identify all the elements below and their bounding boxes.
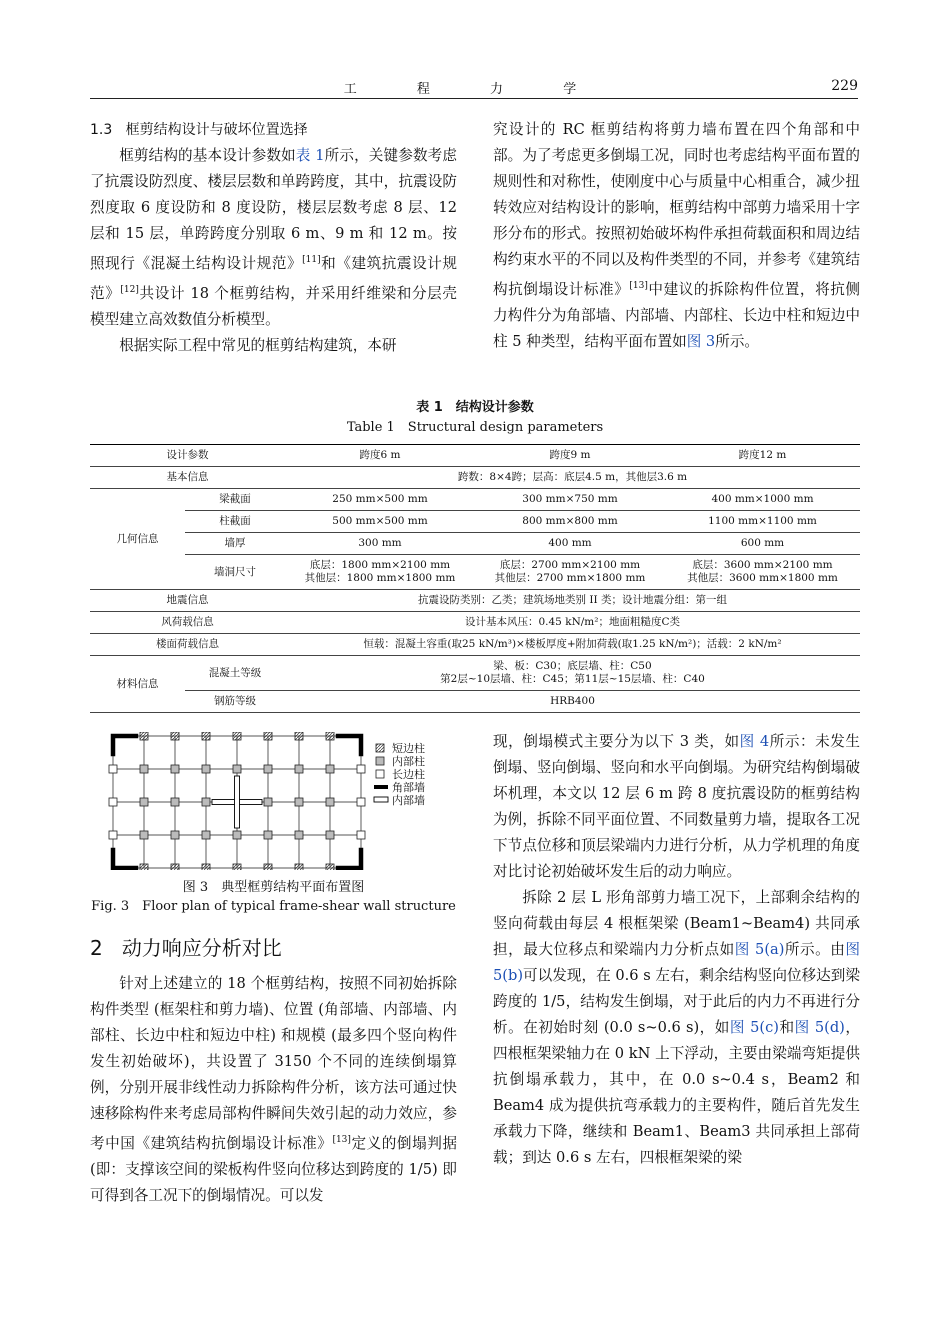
legend [374, 741, 425, 807]
legend-label: 角部墙 [392, 781, 425, 794]
citation[interactable]: [13] [629, 281, 648, 291]
paragraph: 根据实际工程中常见的框剪结构建筑，本研 [119, 336, 397, 354]
table-row: 风荷载信息 设计基本风压：0.45 kN/m²；地面粗糙度C类 [90, 612, 860, 634]
citation[interactable]: [12] [120, 284, 139, 295]
figure-caption-cn: 图 3 典型框剪结构平面布置图 [182, 880, 365, 895]
figure-5a-link[interactable]: 图 5(a) [734, 941, 785, 958]
figure-3-link[interactable]: 图 3 [686, 332, 716, 350]
figure-4-link[interactable]: 图 4 [739, 733, 770, 750]
figure-5c-link[interactable]: 图 5(c) [729, 1019, 779, 1036]
running-header [90, 78, 858, 99]
legend-label: 内部柱 [392, 755, 425, 768]
figure-caption-en: Fig. 3 Floor plan of typical frame-shear wall structure [91, 899, 456, 914]
section-heading-1-3: 1.3 框剪结构设计与破坏位置选择 [90, 122, 308, 138]
table-row: 钢筋等级 HRB400 [90, 691, 860, 713]
figure-5b-link[interactable]: 图 5(b) [493, 941, 860, 984]
citation[interactable]: [11] [302, 255, 321, 265]
table-1-link[interactable]: 表 1 [295, 147, 325, 164]
floor-plan-diagram [108, 732, 478, 870]
left-column-bottom [90, 971, 457, 1209]
journal-name: 工 程 力 学 [343, 82, 605, 97]
table-row: 地震信息 抗震设防类别：乙类；建筑场地类别 II 类；设计地震分组：第一组 [90, 590, 860, 612]
paragraph: 针对上述建立的 18 个框剪结构，按照不同初始拆除构件类型 (框架柱和剪力墙)、位置 (角部墙、内部墙、内部柱、长边中柱和短边中柱) 和规模 (最多四个竖向构件发生初始破坏)，共设置了 3150 个不同的连续倒塌算例，分别开展非线性动力拆除构件分析，该方法可通过快速移除构件来考虑局部构件瞬间失效引起的动力效应，参考中国《建筑结构抗倒塌设计标准》[13]定义的倒塌判据 (即：支撑该空间的梁板构件竖向位移达到跨度的 1/5) 即可得到各工况下的倒塌情况。可以发 [90, 975, 457, 1204]
right-column-bottom [493, 729, 860, 1171]
table-row: 墙洞尺寸 底层：1800 mm×2100 mm 其他层：1800 mm×1800 mm 底层：2700 mm×2100 mm 其他层：2700 mm×1800 mm 底层：3600 mm×2100 mm 其他层：3600 mm×1800 mm [90, 555, 860, 590]
legend-label: 长边柱 [392, 768, 425, 781]
table-row: 基本信息 跨数：8×4跨；层高：底层4.5 m，其他层3.6 m [90, 467, 860, 489]
right-column-top [493, 117, 860, 355]
table-row: 楼面荷载信息 恒载：混凝土容重(取25 kN/m³)×楼板厚度+附加荷载(取1.25 kN/m²)；活载：2 kN/m² [90, 634, 860, 656]
floor-plan-figure [108, 732, 478, 870]
citation[interactable]: [13] [332, 1135, 351, 1145]
legend-label: 内部墙 [392, 794, 425, 807]
section-heading-2: 2 动力响应分析对比 [90, 936, 282, 960]
inner-walls [212, 776, 262, 828]
table-caption-en: Table 1 Structural design parameters [346, 420, 604, 435]
page-number: 229 [831, 78, 858, 94]
legend-label: 短边柱 [392, 742, 425, 755]
paragraph: 究设计的 RC 框剪结构将剪力墙布置在四个角部和中部。为了考虑更多倒塌工况，同时也考虑结构平面布置的规则性和对称性，使刚度中心与质量中心相重合，减少扭转效应对结构设计的影响，框剪结构中部剪力墙采用十字形分布的形式。按照初始破坏构件承担荷载面积和周边结构约束水平的不同以及构件类型的不同，并参考《建筑结构抗倒塌设计标准》[13]中建议的拆除构件位置，将抗侧力构件分为角部墙、内部墙、内部柱、长边中柱和短边中柱 5 种类型，结构平面布置如图 3所示。 [493, 121, 860, 350]
table-header-row: 设计参数 跨度6 m 跨度9 m 跨度12 m [90, 445, 860, 467]
figure-5d-link[interactable]: 图 5(d) [794, 1019, 845, 1036]
table-row: 几何信息 梁截面 250 mm×500 mm 300 mm×750 mm 400 mm×1000 mm [90, 489, 860, 511]
paragraph: 现，倒塌模式主要分为以下 3 类，如图 4所示：未发生倒塌、竖向倒塌、竖向和水平向倒塌。为研究结构倒塌破坏机理，本文以 12 层 6 m 跨 8 度抗震设防的框剪结构为例，拆除不同平面位置、不同数量剪力墙，提取各工况下节点位移和顶层梁端内力进行分析，从力学机理的角度对比讨论初始破坏发生后的动力响应。 [493, 733, 860, 880]
table-row: 材料信息 混凝土等级 梁、板：C30；底层墙、柱：C50 第2层~10层墙、柱：C45；第11层~15层墙、柱：C40 [90, 656, 860, 691]
table-caption-cn: 表 1 结构设计参数 [416, 400, 534, 415]
table-row: 墙厚 300 mm 400 mm 600 mm [90, 533, 860, 555]
table-row: 柱截面 500 mm×500 mm 800 mm×800 mm 1100 mm×1100 mm [90, 511, 860, 533]
design-parameters-table [90, 444, 860, 713]
left-column-top [90, 117, 457, 359]
paragraph: 框剪结构的基本设计参数如表 1所示，关键参数考虑了抗震设防烈度、楼层层数和单跨跨度，其中，抗震设防烈度取 6 度设防和 8 度设防，楼层层数考虑 8 层、12 层和 15 层，单跨跨度分别取 6 m、9 m 和 12 m。按照现行《混凝土结构设计规范》[11]和《建筑抗震设计规范》[12]共设计 18 个框剪结构，并采用纤维梁和分层壳模型建立高效数值分析模型。 [90, 147, 457, 328]
paragraph: 拆除 2 层 L 形角部剪力墙工况下，上部剩余结构的竖向荷载由每层 4 根框架梁 (Beam1~Beam4) 共同承担，最大位移点和梁端内力分析点如图 5(a)所示。由图 5(b)可以发现，在 0.6 s 左右，剩余结构竖向位移达到梁跨度的 1/5，结构发生倒塌，对于此后的内力不再进行分析。在初始时刻 (0.0 s~0.6 s)，如图 5(c)和图 5(d)，四根框架梁轴力在 0 kN 上下浮动，主要由梁端弯矩提供抗倒塌承载力，其中，在 0.0 s~0.4 s，Beam2 和 Beam4 成为提供抗弯承载力的主要构件，随后首先发生承载力下降，继续和 Beam1、Beam3 共同承担上部荷载；到达 0.6 s 左右，四根框架梁的梁 [493, 889, 860, 1166]
